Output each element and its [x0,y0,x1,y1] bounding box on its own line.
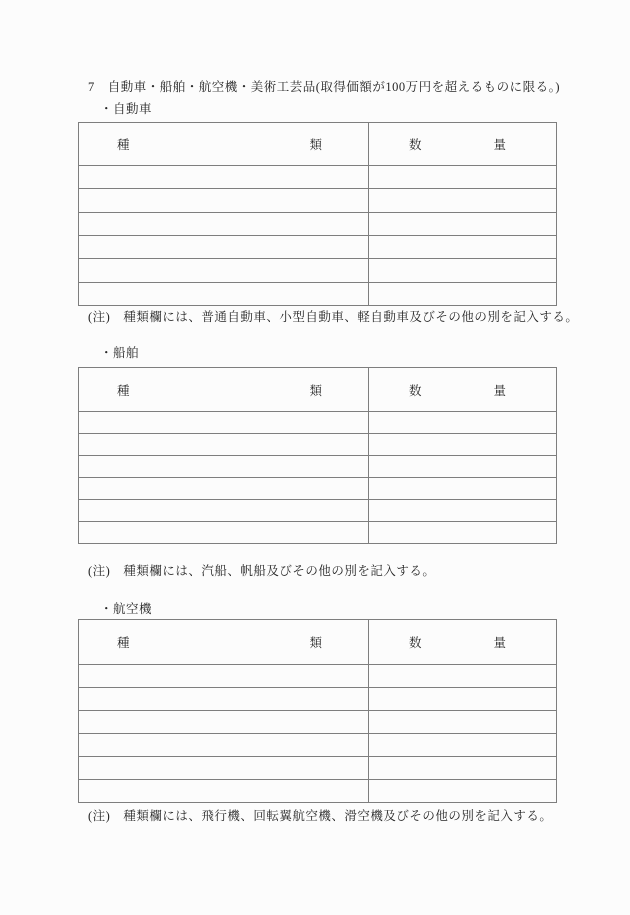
table-cell-type [79,166,369,188]
vessel-table [78,367,557,544]
table-header-row [79,123,556,166]
header-cell-quantity [369,368,556,411]
table-cell-quantity [369,259,556,281]
automobile-table [78,122,557,306]
table-row [79,477,556,499]
header-type-right: 類 [309,138,322,152]
table-cell-quantity [369,166,556,188]
header-type-right: 類 [309,383,322,398]
page-title: 7 自動車・船舶・航空機・美術工芸品(取得価額が100万円を超えるものに限る。) [88,80,561,94]
table-cell-type [79,500,369,521]
table-header-row [79,368,556,412]
table-row [79,756,556,779]
table-cell-type [79,456,369,477]
header-qty-left: 数 [409,138,422,152]
note-vessel: (注) 種類欄には、汽船、帆船及びその他の別を記入する。 [88,564,436,578]
table-row [79,433,556,455]
table-row [79,499,556,521]
header-qty-right: 量 [493,138,506,152]
table-cell-quantity [369,688,556,710]
header-type-left: 種 [117,636,130,650]
header-type-left: 種 [117,138,130,152]
table-cell-quantity [369,711,556,733]
header-type-right: 類 [309,636,322,650]
table-cell-quantity [369,412,556,433]
table-row [79,687,556,710]
table-cell-type [79,412,369,433]
table-row [79,665,556,687]
table-cell-type [79,780,369,802]
table-row [79,258,556,281]
table-row [79,455,556,477]
table-cell-quantity [369,283,556,305]
table-cell-quantity [369,522,556,543]
table-cell-quantity [369,500,556,521]
header-cell-type [79,123,369,165]
table-row [79,521,556,543]
table-cell-type [79,711,369,733]
table-cell-quantity [369,189,556,211]
section-label-vessel: ・船舶 [100,346,140,360]
table-cell-type [79,734,369,756]
section-label-aircraft: ・航空機 [100,602,153,616]
table-body [79,166,556,305]
table-row [79,779,556,802]
table-cell-type [79,665,369,687]
table-cell-quantity [369,478,556,499]
table-cell-type [79,283,369,305]
table-row [79,710,556,733]
table-body [79,412,556,543]
table-cell-type [79,434,369,455]
header-cell-type [79,368,369,411]
header-cell-type [79,620,369,664]
table-cell-quantity [369,456,556,477]
table-cell-type [79,478,369,499]
header-qty-right: 量 [493,636,506,650]
table-row [79,166,556,188]
table-cell-type [79,757,369,779]
header-qty-left: 数 [409,636,422,650]
table-row [79,188,556,211]
header-cell-quantity [369,620,556,664]
table-cell-type [79,259,369,281]
table-cell-quantity [369,213,556,235]
note-automobile: (注) 種類欄には、普通自動車、小型自動車、軽自動車及びその他の別を記入する。 [88,310,579,324]
table-cell-quantity [369,734,556,756]
table-cell-quantity [369,434,556,455]
table-cell-type [79,236,369,258]
table-row [79,733,556,756]
table-cell-quantity [369,780,556,802]
table-row [79,212,556,235]
table-cell-type [79,213,369,235]
header-type-left: 種 [117,383,130,398]
header-qty-left: 数 [409,383,422,398]
table-row [79,235,556,258]
section-label-automobile: ・自動車 [100,102,153,116]
table-cell-type [79,522,369,543]
table-row [79,412,556,433]
table-cell-quantity [369,757,556,779]
note-aircraft: (注) 種類欄には、飛行機、回転翼航空機、滑空機及びその他の別を記入する。 [88,809,553,823]
aircraft-table [78,619,557,803]
header-qty-right: 量 [493,383,506,398]
table-body [79,665,556,802]
table-header-row [79,620,556,665]
table-cell-quantity [369,236,556,258]
table-row [79,282,556,305]
table-cell-quantity [369,665,556,687]
header-cell-quantity [369,123,556,165]
table-cell-type [79,688,369,710]
table-cell-type [79,189,369,211]
